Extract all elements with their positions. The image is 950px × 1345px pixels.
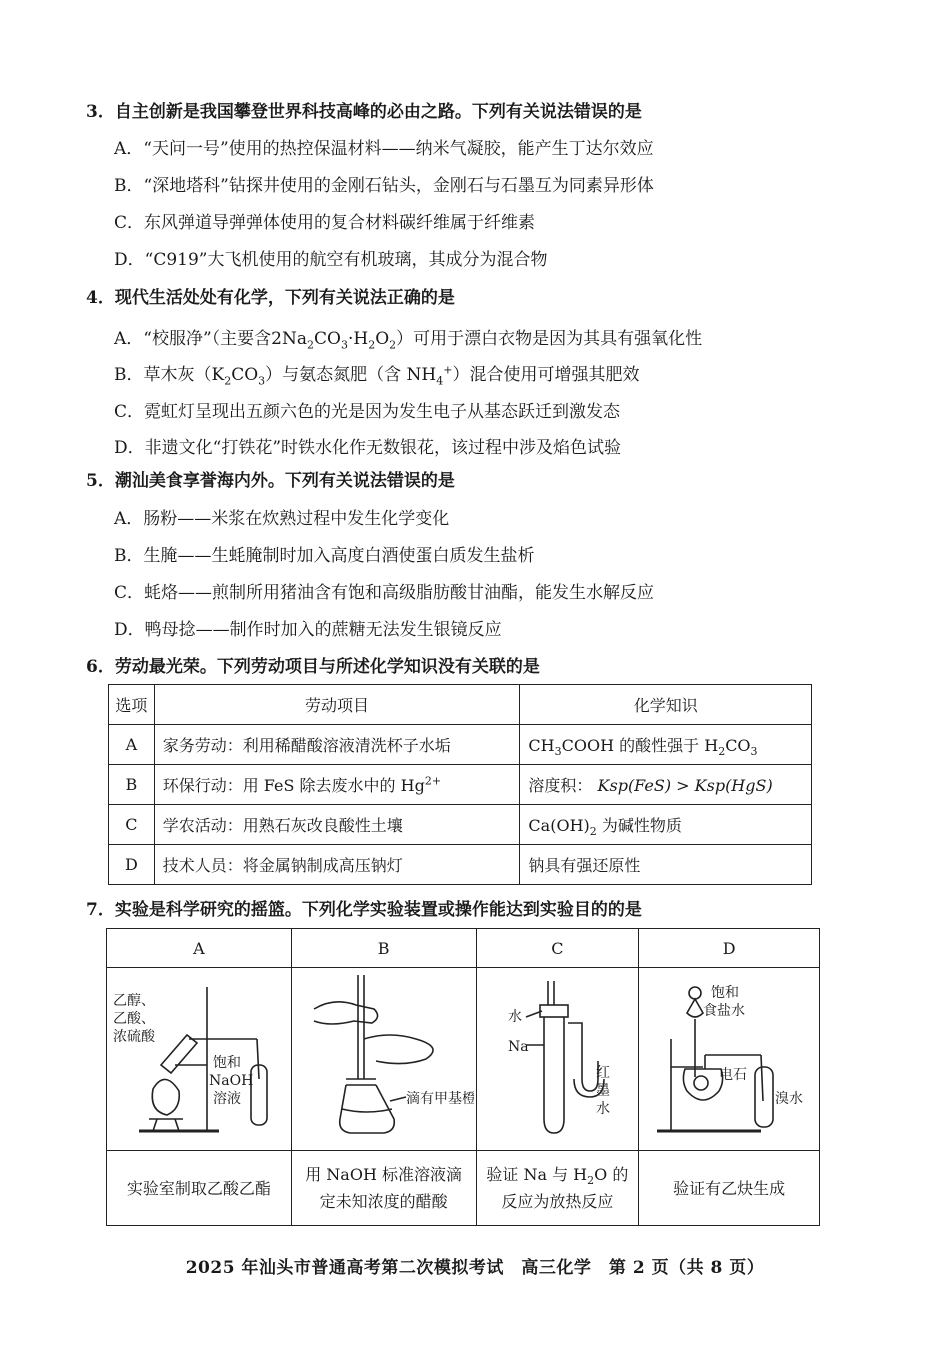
q7-header-d: D [639, 929, 820, 968]
table-row [109, 805, 812, 845]
svg-text:饱和: 饱和 [212, 1055, 241, 1071]
row-option: A [109, 725, 155, 765]
q5-option-c: C．蚝烙——煎制所用猪油含有饱和高级脂肪酸甘油酯，能发生水解反应 [114, 583, 655, 603]
apparatus-c-drawing [478, 969, 636, 1145]
q4-option-b: B．草木灰$(K_2CO_3)$与氨态氮肥（含 $NH_4^+$）混合使用可增强其肥效 [114, 363, 640, 388]
figure-d-acetylene [639, 968, 820, 1151]
row-option: B [109, 765, 155, 805]
apparatus-b-drawing [294, 969, 474, 1145]
q5-option-d: D．鸭母捻——制作时加入的蔗糖无法发生银镜反应 [114, 620, 502, 640]
header-option: 选项 [109, 685, 155, 725]
row-labor-item: 技术人员：将金属钠制成高压钠灯 [154, 845, 520, 885]
q4-option-a: A．“校服净”（主要含$2Na_2CO_3\cdot H_2O_2$）可用于漂白衣物是因为其具有强氧化性 [114, 329, 703, 352]
svg-text:饱和: 饱和 [711, 985, 740, 1001]
q3-option-b: B．“深地塔科”钻探井使用的金刚石钻头，金刚石与石墨互为同素异形体 [114, 176, 654, 196]
svg-text:NaOH: NaOH [208, 1073, 254, 1089]
svg-text:墨: 墨 [596, 1083, 611, 1099]
row-knowledge: $CH_3COOH$ 的酸性强于 $H_2CO_3$ [520, 725, 812, 765]
caption-d: 验证有乙炔生成 [639, 1151, 820, 1226]
svg-text:乙醇、: 乙醇、 [112, 993, 155, 1009]
q3-stem: 3．自主创新是我国攀登世界科技高峰的必由之路。下列有关说法错误的是 [86, 102, 642, 122]
q5-option-a: A．肠粉——米浆在炊熟过程中发生化学变化 [114, 509, 450, 529]
table-row [109, 765, 812, 805]
svg-text:Na: Na [508, 1039, 529, 1055]
q7-header-c: C [476, 929, 639, 968]
caption-a: 实验室制取乙酸乙酯 [107, 1151, 292, 1226]
q4-option-d: D．非遗文化“打铁花”时铁水化作无数银花，该过程中涉及焰色试验 [114, 438, 622, 458]
svg-text:水: 水 [508, 1009, 523, 1025]
page-footer: 2025 年汕头市普通高考第二次模拟考试 高三化学 第 2 页（共 8 页） [185, 1258, 765, 1278]
q3-option-d: D．“C919”大飞机使用的航空有机玻璃，其成分为混合物 [114, 250, 548, 270]
row-knowledge: 溶度积： Ksp(FeS) > Ksp(HgS) [520, 765, 812, 805]
q4-stem: 4．现代生活处处有化学，下列有关说法正确的是 [86, 288, 455, 308]
figure-c-na-water [476, 968, 639, 1151]
q7-table [106, 928, 820, 1226]
svg-text:滴有甲基橙: 滴有甲基橙 [405, 1091, 474, 1107]
row-labor-item: 家务劳动：利用稀醋酸溶液清洗杯子水垢 [154, 725, 520, 765]
q7-stem: 7．实验是科学研究的摇篮。下列化学实验装置或操作能达到实验目的的是 [86, 900, 642, 920]
row-labor-item: 环保行动：用 FeS 除去废水中的 $Hg^{2+}$ [154, 765, 520, 805]
svg-text:浓硫酸: 浓硫酸 [112, 1029, 155, 1045]
row-knowledge: 钠具有强还原性 [520, 845, 812, 885]
svg-text:溴水: 溴水 [775, 1091, 804, 1107]
table-header-row [109, 685, 812, 725]
caption-b: 用 NaOH 标准溶液滴 定未知浓度的醋酸 [291, 1151, 476, 1226]
row-labor-item: 学农活动：用熟石灰改良酸性土壤 [154, 805, 520, 845]
figure-a-ester-apparatus [107, 968, 292, 1151]
row-knowledge: $Ca(OH)_2$ 为碱性物质 [520, 805, 812, 845]
apparatus-a-drawing [109, 969, 289, 1145]
q3-option-c: C．东风弹道导弹弹体使用的复合材料碳纤维属于纤维素 [114, 213, 536, 233]
q3-option-a: A．“天问一号”使用的热控保温材料——纳米气凝胶，能产生丁达尔效应 [114, 139, 654, 159]
table-row [109, 725, 812, 765]
svg-text:红: 红 [596, 1065, 611, 1081]
q6-stem: 6．劳动最光荣。下列劳动项目与所述化学知识没有关联的是 [86, 657, 540, 677]
svg-text:水: 水 [596, 1101, 611, 1117]
q6-table [108, 684, 812, 885]
row-option: C [109, 805, 155, 845]
q5-stem: 5．潮汕美食享誉海内外。下列有关说法错误的是 [86, 471, 455, 491]
header-labor-item: 劳动项目 [154, 685, 520, 725]
svg-text:食盐水: 食盐水 [703, 1003, 746, 1019]
q7-header-a: A [107, 929, 292, 968]
caption-c: 验证 Na 与 $H_2O$ 的 反应为放热反应 [476, 1151, 639, 1226]
svg-text:乙酸、: 乙酸、 [112, 1011, 155, 1027]
header-chem-knowledge: 化学知识 [520, 685, 812, 725]
table-row [109, 845, 812, 885]
q7-header-b: B [291, 929, 476, 968]
svg-text:电石: 电石 [719, 1067, 748, 1083]
q4-option-c: C．霓虹灯呈现出五颜六色的光是因为发生电子从基态跃迁到激发态 [114, 402, 621, 422]
figure-b-titration [291, 968, 476, 1151]
apparatus-d-drawing [641, 969, 817, 1145]
row-option: D [109, 845, 155, 885]
svg-text:溶液: 溶液 [212, 1091, 241, 1107]
q5-option-b: B．生腌——生蚝腌制时加入高度白酒使蛋白质发生盐析 [114, 546, 535, 566]
